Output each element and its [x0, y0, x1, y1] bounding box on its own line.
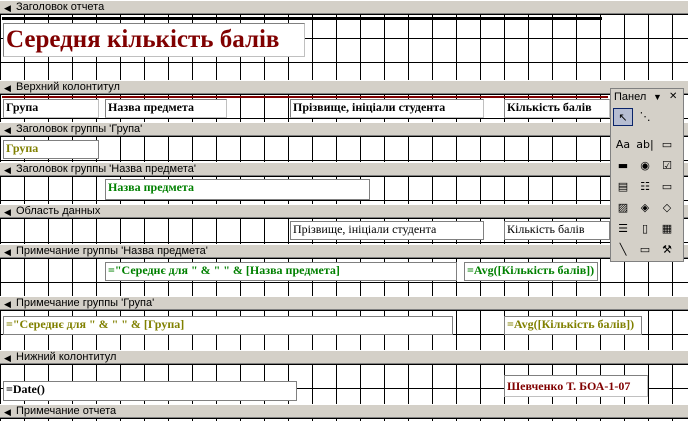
more-controls-icon[interactable]: ⚒ — [662, 243, 672, 256]
section-arrow-icon: ◀ — [4, 83, 11, 93]
section-title: Верхний колонтитул — [16, 81, 120, 93]
list-box-tool-icon[interactable]: ☷ — [640, 180, 650, 193]
command-button-tool-icon[interactable]: ▭ — [661, 180, 673, 193]
control-wizards-icon[interactable]: ⋱ — [639, 110, 651, 123]
bound-object-frame-icon[interactable]: ◇ — [662, 201, 672, 214]
section-arrow-icon: ◀ — [4, 207, 11, 217]
group-header-grupa-area[interactable] — [0, 136, 688, 162]
section-title: Примечание группы 'Група' — [16, 297, 155, 309]
tab-control-tool-icon[interactable]: ▯ — [641, 222, 649, 235]
page-header-area[interactable] — [0, 94, 688, 122]
rectangle-tool-icon[interactable]: ▭ — [639, 243, 651, 256]
report-header-area[interactable] — [0, 14, 688, 80]
section-title: Примечание отчета — [16, 405, 117, 417]
student-field[interactable]: Прізвище, ініціали студента — [290, 221, 484, 240]
section-title: Примечание группы 'Назва предмета' — [16, 245, 208, 257]
combo-box-tool-icon[interactable]: ▤ — [617, 180, 629, 193]
section-title: Область данных — [16, 205, 101, 217]
unbound-object-frame-icon[interactable]: ◈ — [640, 201, 650, 214]
toolbox-titlebar[interactable] — [611, 89, 683, 105]
section-bar-report-footer[interactable] — [0, 404, 688, 418]
group-footer-subject-area[interactable] — [0, 258, 688, 296]
option-group-tool-icon[interactable]: ▭ — [661, 138, 673, 151]
section-bar-group-footer-grupa[interactable] — [0, 296, 688, 310]
toggle-button-tool-icon[interactable]: ▬ — [617, 159, 629, 172]
text-box-tool-icon[interactable]: ab| — [636, 138, 654, 151]
section-title: Заголовок отчета — [16, 1, 105, 13]
section-arrow-icon: ◀ — [4, 407, 11, 417]
section-bar-page-header[interactable] — [0, 80, 688, 94]
section-arrow-icon: ◀ — [4, 247, 11, 257]
section-bar-page-footer[interactable] — [0, 350, 688, 364]
section-title: Нижний колонтитул — [16, 351, 117, 363]
col-student-label[interactable]: Прізвище, ініціали студента — [290, 99, 484, 118]
score-field[interactable]: Кількість балів — [504, 221, 610, 240]
group-footer-grupa-area[interactable] — [0, 310, 688, 350]
section-bar-group-footer-subject[interactable] — [0, 244, 688, 258]
line-tool-icon[interactable]: ╲ — [619, 243, 627, 256]
section-bar-detail[interactable] — [0, 204, 688, 218]
toolbox-dropdown-icon[interactable]: ▼ — [653, 92, 662, 102]
group-header-subject-area[interactable] — [0, 176, 688, 204]
label-tool-icon[interactable]: Aa — [615, 138, 631, 151]
section-arrow-icon: ◀ — [4, 299, 11, 309]
author-label[interactable]: Шевченко Т. БОА-1-07 — [504, 375, 648, 397]
page-header-line[interactable] — [2, 96, 608, 98]
section-arrow-icon: ◀ — [4, 3, 11, 13]
report-title-label[interactable]: Середня кількість балів — [3, 23, 305, 57]
section-arrow-icon: ◀ — [4, 353, 11, 363]
subject-avg-expr[interactable]: =Avg([Кількість балів]) — [464, 262, 598, 281]
section-bar-group-header-subject[interactable] — [0, 162, 688, 176]
section-title: Заголовок группы 'Група' — [16, 123, 143, 135]
page-footer-area[interactable] — [0, 364, 688, 404]
image-tool-icon[interactable]: ▨ — [617, 201, 629, 214]
section-title: Заголовок группы 'Назва предмета' — [16, 163, 196, 175]
section-bar-group-header-grupa[interactable] — [0, 122, 688, 136]
option-button-tool-icon[interactable]: ◉ — [640, 159, 650, 172]
toolbox-close-icon[interactable]: ✕ — [669, 91, 678, 102]
subform-tool-icon[interactable]: ▦ — [661, 222, 673, 235]
subject-avg-label-expr[interactable]: ="Середнє для " & " " & [Назва предмета] — [105, 262, 457, 281]
col-score-label[interactable]: Кількість балів — [504, 99, 610, 118]
select-objects-icon[interactable]: ↖ — [613, 108, 633, 126]
col-subject-label[interactable]: Назва предмета — [105, 99, 227, 118]
page-break-tool-icon[interactable]: ☰ — [618, 222, 628, 235]
col-group-label[interactable]: Група — [3, 99, 99, 118]
section-arrow-icon: ◀ — [4, 165, 11, 175]
subject-field[interactable]: Назва предмета — [105, 179, 370, 200]
toolbox-panel[interactable] — [610, 88, 684, 262]
grupa-field[interactable]: Група — [3, 140, 99, 159]
grupa-avg-expr[interactable]: =Avg([Кількість балів]) — [504, 316, 642, 335]
section-bar-report-header[interactable] — [0, 0, 688, 14]
grupa-avg-label-expr[interactable]: ="Середнє для " & " " & [Група] — [3, 316, 453, 335]
date-expr[interactable]: =Date() — [3, 381, 297, 401]
detail-area[interactable] — [0, 218, 688, 244]
toolbox-title: Панел — [614, 91, 647, 103]
check-box-tool-icon[interactable]: ☑ — [662, 159, 672, 172]
section-arrow-icon: ◀ — [4, 125, 11, 135]
header-line[interactable] — [2, 17, 602, 20]
